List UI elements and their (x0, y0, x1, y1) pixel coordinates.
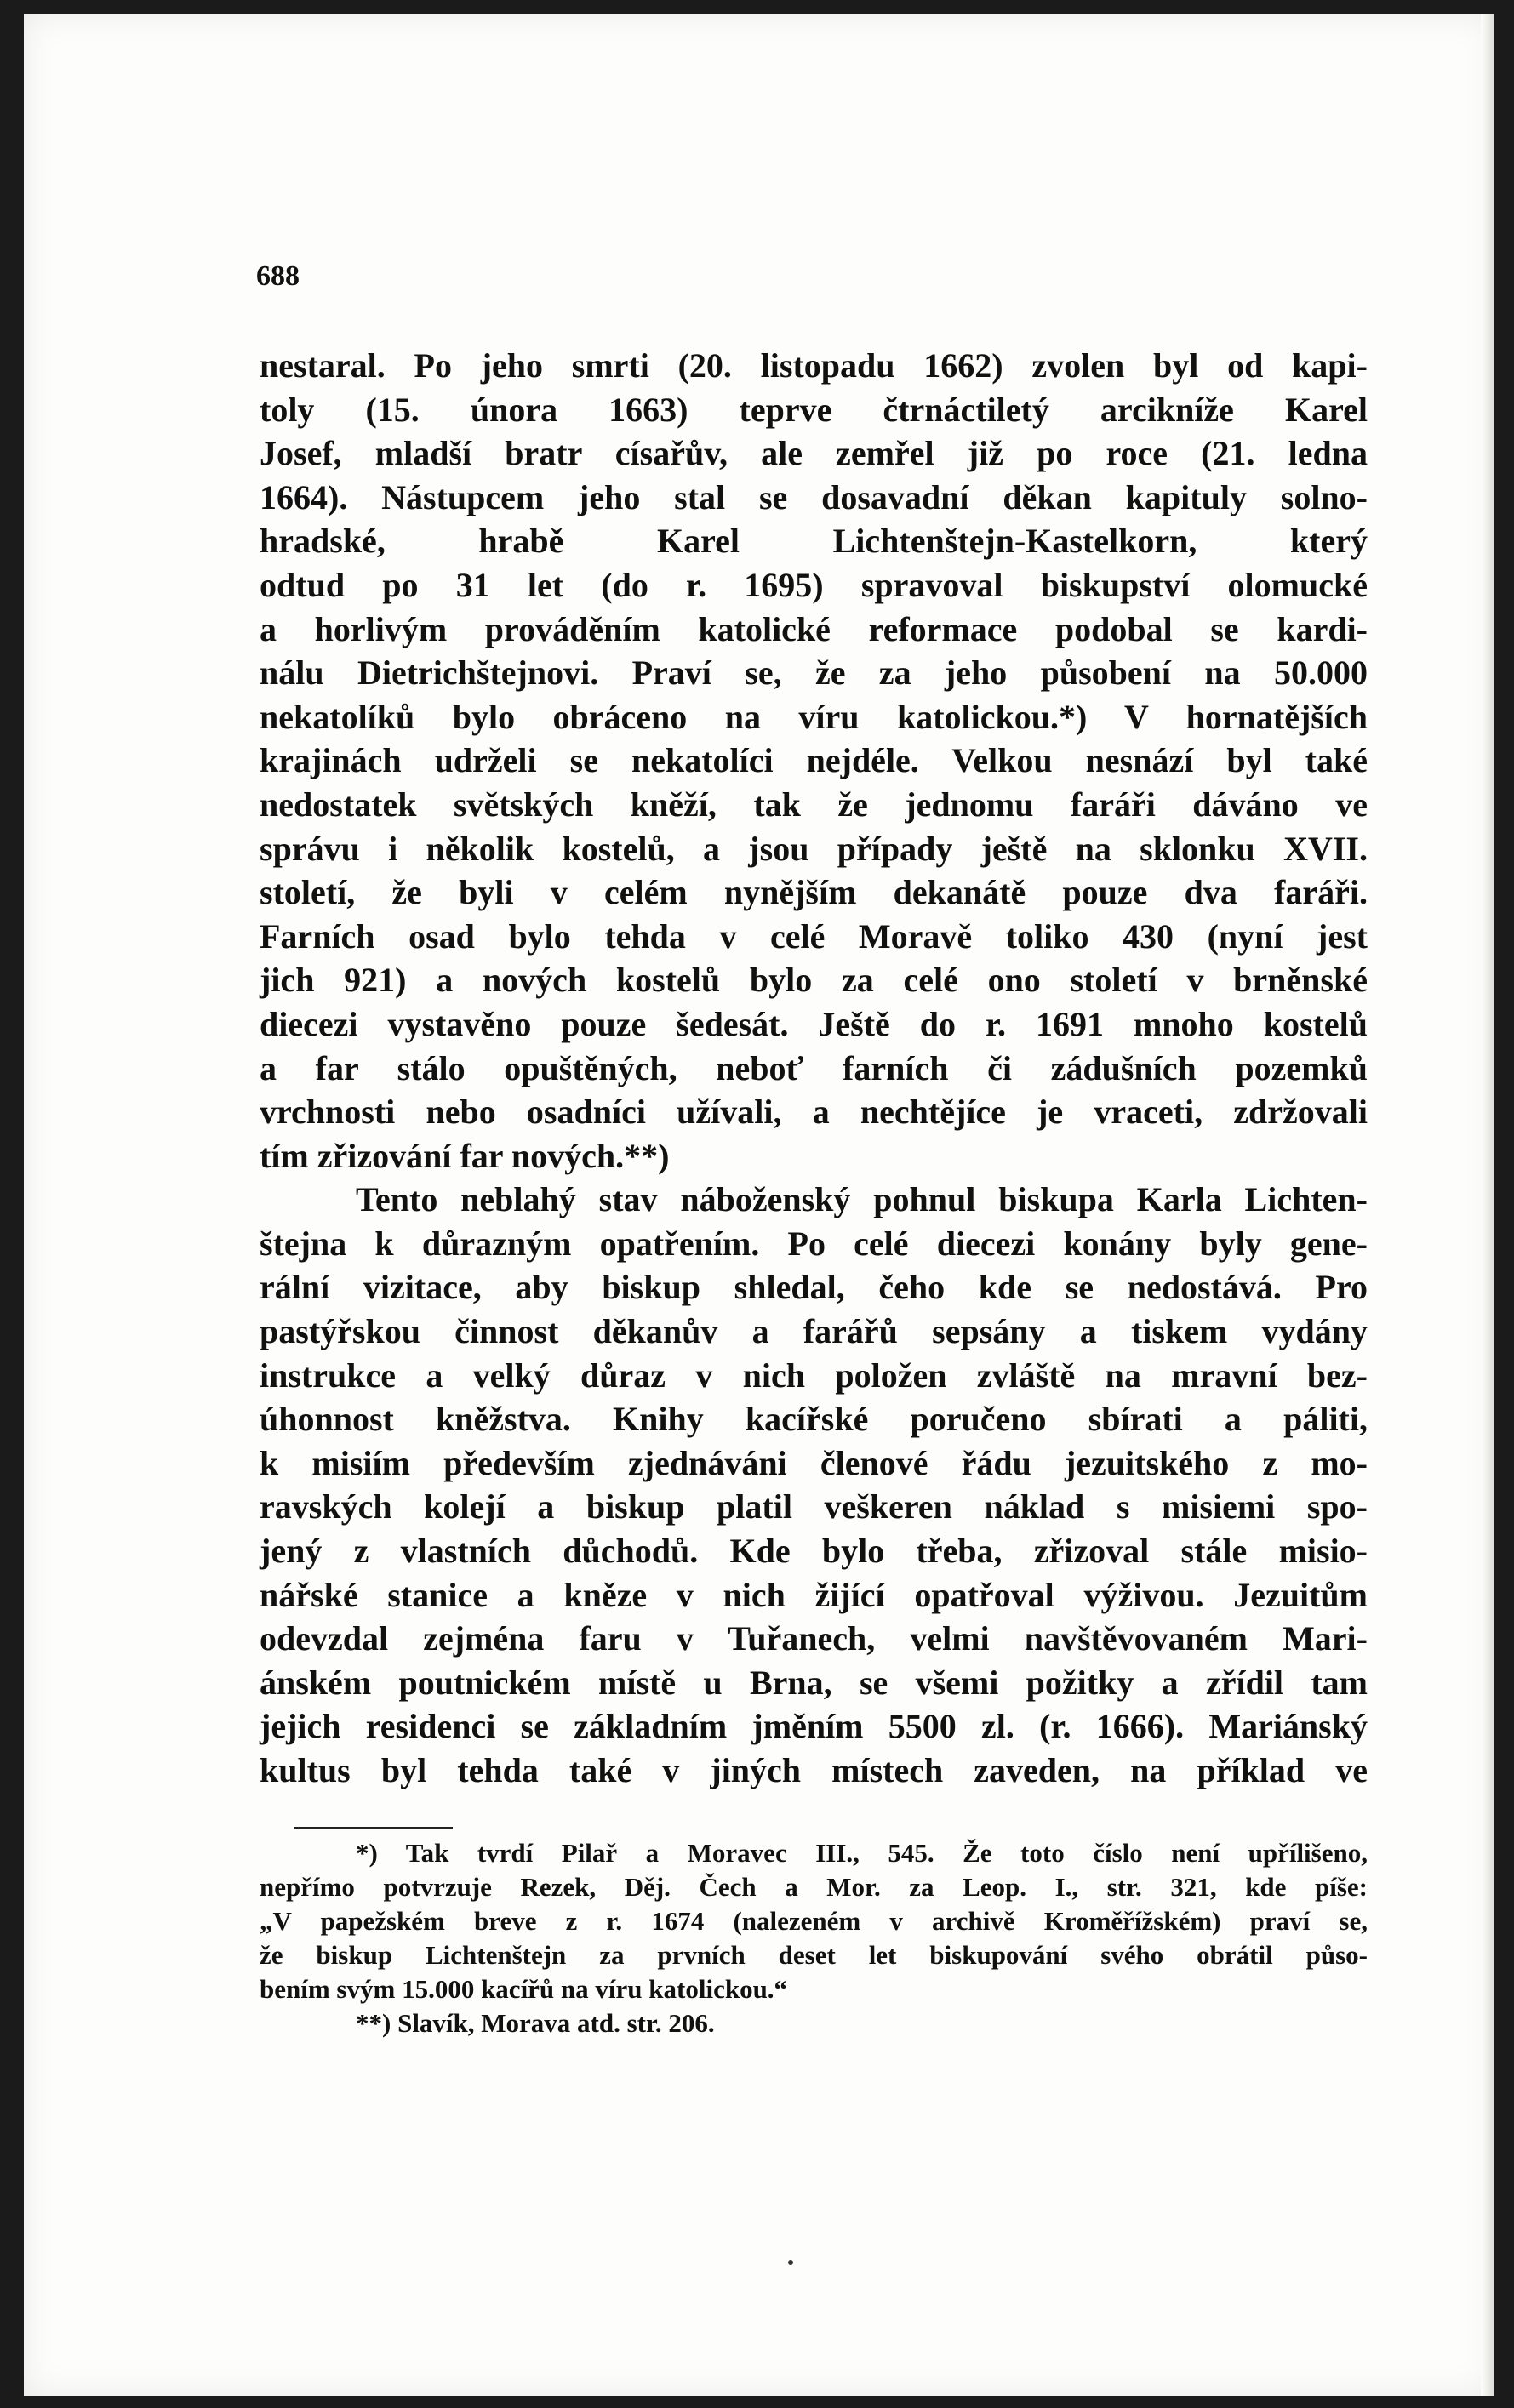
footnote-line: že biskup Lichtenštejn za prvních deset let biskupování svého obrátil půso- (260, 1940, 1368, 1970)
text-line: hradské, hrabě Karel Lichtenštejn-Kastelkorn, který (260, 522, 1368, 561)
text-line: nedostatek světských kněží, tak že jednomu faráři dáváno ve (260, 785, 1368, 824)
footnote-line: *) Tak tvrdí Pilař a Moravec III., 545. Že toto číslo není upřílišeno, (356, 1838, 1368, 1868)
text-line: úhonnost kněžstva. Knihy kacířské poručeno sbírati a páliti, (260, 1400, 1368, 1439)
footnote-line: **) Slavík, Morava atd. str. 206. (356, 2008, 715, 2038)
text-line: a far stálo opuštěných, neboť farních či zádušních pozemků (260, 1048, 1368, 1087)
text-line: století, že byli v celém nynějším dekanátě pouze dva faráři. (260, 873, 1368, 912)
text-line: nestaral. Po jeho smrti (20. listopadu 1662) zvolen byl od kapi- (260, 346, 1368, 385)
text-line: kultus byl tehda také v jiných místech zaveden, na příklad ve (260, 1751, 1368, 1789)
text-line: toly (15. února 1663) teprve čtrnáctiletý arcikníže Karel (260, 390, 1368, 429)
text-line: krajinách udrželi se nekatolíci nejdéle. Velkou nesnází byl také (260, 741, 1368, 780)
book-page (24, 14, 1494, 2396)
text-line: 1664). Nástupcem jeho stal se dosavadní děkan kapituly solno- (260, 477, 1368, 516)
text-line: jený z vlastních důchodů. Kde bylo třeba, zřizoval stále misio- (260, 1532, 1368, 1571)
footnote-divider (294, 1827, 453, 1829)
text-line: jejich residenci se základním jměním 5500 zl. (r. 1666). Mariánský (260, 1707, 1368, 1746)
text-line: štejna k důrazným opatřením. Po celé diecezi konány byly gene- (260, 1224, 1368, 1263)
footnote-line: nepřímo potvrzuje Rezek, Děj. Čech a Mor. za Leop. I., str. 321, kde píše: (260, 1872, 1368, 1902)
footnotes (260, 1836, 1368, 2040)
text-line: nářské stanice a kněze v nich žijící opatřoval výživou. Jezuitům (260, 1575, 1368, 1614)
print-speck (788, 2260, 793, 2265)
text-line: pastýřskou činnost děkanův a farářů sepsány a tiskem vydány (260, 1312, 1368, 1351)
page-number: 688 (256, 260, 300, 292)
main-text (260, 344, 1368, 1793)
text-line: odtud po 31 let (do r. 1695) spravoval biskupství olomucké (260, 565, 1368, 604)
text-line: ánském poutnickém místě u Brna, se všemi požitky a zřídil tam (260, 1663, 1368, 1702)
text-line: Tento neblahý stav náboženský pohnul biskupa Karla Lichten- (356, 1180, 1368, 1219)
text-line: instrukce a velký důraz v nich položen zvláště na mravní bez- (260, 1355, 1368, 1395)
text-line: vrchnosti nebo osadníci užívali, a nechtějíce je vraceti, zdržovali (260, 1093, 1368, 1132)
text-line: rální vizitace, aby biskup shledal, čeho kde se nedostává. Pro (260, 1268, 1368, 1307)
text-line: ravských kolejí a biskup platil veškeren náklad s misiemi spo- (260, 1487, 1368, 1526)
text-line: diecezi vystavěno pouze šedesát. Ještě do r. 1691 mnoho kostelů (260, 1004, 1368, 1043)
page-edge-shadow (1481, 14, 1494, 2396)
footnote-line: bením svým 15.000 kacířů na víru katolickou.“ (260, 1974, 788, 2004)
text-line: k misiím především zjednáváni členové řádu jezuitského z mo- (260, 1443, 1368, 1482)
text-line: nálu Dietrichštejnovi. Praví se, že za jeho působení na 50.000 (260, 653, 1368, 693)
text-line: tím zřizování far nových.**) (260, 1136, 670, 1175)
text-line: nekatolíků bylo obráceno na víru katolickou.*) V hornatějších (260, 697, 1368, 736)
text-line: Farních osad bylo tehda v celé Moravě toliko 430 (nyní jest (260, 916, 1368, 956)
text-line: jich 921) a nových kostelů bylo za celé ono století v brněnské (260, 961, 1368, 1000)
text-line: odevzdal zejména faru v Tuřanech, velmi navštěvovaném Mari- (260, 1619, 1368, 1658)
text-line: správu i několik kostelů, a jsou případy ještě na sklonku XVII. (260, 829, 1368, 868)
footnote-line: „V papežském breve z r. 1674 (nalezeném v archivě Kroměřížském) praví se, (260, 1906, 1368, 1936)
text-line: Josef, mladší bratr císařův, ale zemřel již po roce (21. ledna (260, 434, 1368, 473)
text-line: a horlivým prováděním katolické reformace podobal se kardi- (260, 609, 1368, 648)
